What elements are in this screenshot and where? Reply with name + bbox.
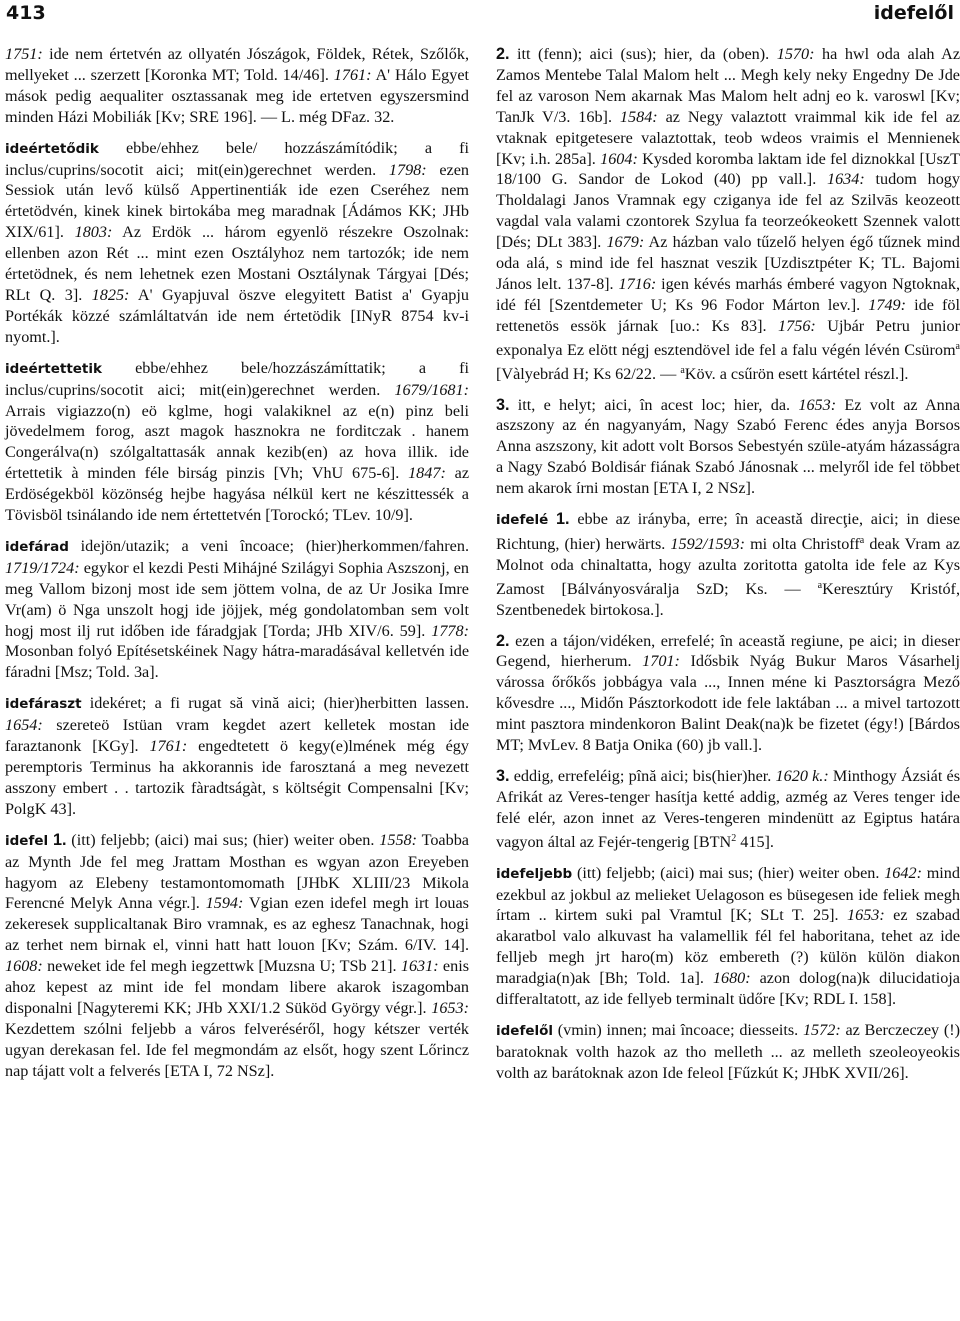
citation-text: Mosonban folyó Epítésetskéinek Nagy hátra-maradásával kelletvén ide fáradni [Msz; Told. 3a].: [5, 642, 469, 682]
citation-text: Minthogy Ázsiát és Afrikát az Veres-tenger hasítja ketté addig, azmég az Veres tenger ide felé elér, azon innet az Veres-tengeren mindenütt az Egiptus határa vagyon által az Fejér-tengerig [BTN: [496, 767, 960, 851]
definition: (itt) feljebb; (aici) mai sus; (hier) weiter oben.: [572, 863, 885, 882]
sense-number: 3.: [496, 395, 510, 414]
running-head: idefelől: [873, 2, 954, 24]
entry-idefele-sense-2: [496, 631, 960, 756]
citation-text: neweket ide fel megh iegzettwk [Muzsna U; TSb 21].: [42, 957, 401, 976]
definition: ezen a tájon/vidéken, errefelé; în aceastǎ regiune, pe aici; in dieser Gegend, hierherum.: [496, 631, 960, 671]
entry-idefel-sense-3: [496, 395, 960, 500]
headword: idefeljebb: [496, 865, 573, 882]
date: 1631:: [400, 957, 439, 976]
definition: itt, e helyt; aici, în acest loc; hier, da.: [509, 395, 799, 414]
page-number: 413: [6, 2, 46, 24]
date: 1847:: [408, 464, 446, 483]
footnote-marker: a: [680, 364, 685, 376]
date: 1719/1724:: [5, 558, 80, 577]
citation-text: engedtetett ö kegy(e)lmének még égy peremptoris Terminus ha akkorannis ide farosztaná a meg nevezett asszony embert . . tartozik fàradtságàt, s költségit Compensalni [Kv; PolgK 43].: [5, 737, 469, 818]
citation-text: Vgian ezen idefel megh irt louas zekeresek supplicaltanak Biro vramnak, es az eghesz Tanachnak, hogi az terhet nem birnak el, vinni hatt hatt louon [Kv; Szám. 6/IV. 14].: [5, 894, 469, 955]
right-column: [496, 44, 960, 1094]
date: 1701:: [642, 652, 680, 671]
definition: ebbe/ehhez bele/ hozzászámítódik; a fi inclus/cuprins/socotit aici; mit(ein)gerechnet werden.: [5, 138, 469, 179]
citation-text: 415].: [736, 832, 774, 851]
date: 1679/1681:: [394, 380, 469, 399]
sense-number: 3.: [496, 767, 510, 785]
left-column: [5, 44, 469, 1092]
date: 1653:: [847, 906, 885, 925]
headword: ideértettetik: [5, 360, 102, 377]
headword: idefárad: [5, 538, 69, 555]
headword: idefelé: [496, 512, 549, 529]
date: 1749:: [868, 295, 907, 314]
definition: ebbe az irányba, erre; în aceastǎ direcţie, aici; in diese Richtung, (hier) herwärts.: [496, 510, 960, 553]
citation-text: Köv. a csűrön esett kártétel részl.].: [684, 364, 909, 383]
entry-idefel-sense-2: [496, 44, 960, 385]
date: 1594:: [205, 894, 244, 913]
entry-idefele-sense-3: [496, 766, 960, 853]
date: 1570:: [776, 45, 815, 63]
entry-idefarad: [5, 536, 469, 683]
citation-text: Kezdettem szólni feljebb a város felveréséről, hogy kétszer verték ugyan derekasan fel. Ide fel megmondám az elsőt, hogy szent Lőrincz nap tájatt volt a felverés [ETA I, 72 NSz].: [5, 1019, 469, 1080]
citation-text: ha hwl oda alah Az Zamos Mentebe Talal Malom helt ... Megh kely neky Engedny De Jde fel az varoson Nem akarnak Mas Malom helt adnj eo k. varoswl [Kv; TanJk V/3. 16b].: [496, 45, 960, 126]
citation-text: ide föl rettenetös essök járnak [uo.: Ks 83].: [496, 295, 960, 335]
headword: ideértetődik: [5, 140, 99, 157]
definition: ebbe/ehhez bele/hozzászámíttatik; a fi inclus/cuprins/socotit aici; mit(ein)gerechnet werden.: [5, 358, 469, 399]
date: 1679:: [606, 233, 645, 252]
date: 1761:: [333, 65, 372, 84]
footnote-marker: a: [955, 340, 960, 352]
citation-text: A' Gyapjuval öszve elegyitett Batist a' Gyapju Portékák közzé számláltatván ide nem értetödik [INyR 8754 kv-i nyomt.].: [5, 285, 469, 346]
entry-idefeljebb: [496, 863, 960, 1010]
date: 1653:: [431, 998, 469, 1017]
citation-text: azon dolog(na)k dilucidatioja differaltatott, az ide fellyeb terminalt üdőre [Kv; RDL I. 158].: [496, 969, 960, 1009]
date: 1558:: [379, 830, 418, 849]
citation-text: az Berczeczey (!) baratoknak volth hazok az tho melleth ... az melleth szeoleoyeokis volth az barátoknak azon Ide feleol [Fűzkút K; JHbK XVII/26].: [496, 1020, 960, 1082]
citation-text: egykor el kezdi Pesti Mihájné Szilágyi Sophia Aszszonj, en meg Vallom bizonj most ide sem jöttem volna, de az Ur Josika Imre Vr(am) ö Nga unszolt hogj ide jöjjek, még gondolatomban sem volt hogj most ilj rut időben ide fáradgjak [Torda; JHb XIV/6. 59].: [5, 558, 469, 640]
citation-text: ezen Sessiok után levő külső Appertinentiák ide ezen Cseréhez nem értetödvén, kinek kinek birtokába meg maradnak [Ádámos KK; JHb XIX/61].: [5, 160, 470, 242]
date: 1620 k.:: [775, 767, 829, 785]
citation-text: ez szabad akaratbol valo alkuvast ha valamellik fél fel haboritana, tehet az ide felljeb megh jrt haro(m) köz embereth (?) külön külön diakon maradgia(n)ak [Bh; Told. 1a].: [496, 906, 960, 988]
citation-text: szereteö Istüan vram kegdet azert kelletek mostan ide faraztanonk [KGy].: [5, 716, 469, 756]
sense-number: 2.: [496, 45, 510, 63]
entry-idefelol: [496, 1020, 960, 1084]
citation-text: tudom hogy Tholdalagi Janos Vramnak egy cziganya ide fel az Szilvās keozeott vagdal vala valami czontorek Szylua fa teorzeókeokett Szennek valott [Dés; DLt 383].: [496, 170, 960, 252]
date: 1778:: [431, 621, 469, 640]
date: 1653:: [798, 395, 837, 414]
footnote-marker: a: [817, 579, 823, 591]
citation-text: ide nem értetvén az ollyatén Jószágok, Földek, Rétek, Szőlők, mellyeket ... szerzett [Koronka MT; Told. 14/46].: [5, 45, 469, 84]
citation-text: A' Hálo Egyet mások pedig aequaliter osztassanak meg ide ertetven egyszersmind minden Házi Mobiliák [Kv; SRE 196]. — L. még DFaz. 32.: [5, 65, 470, 126]
citation-text: Ujbár Petru junior exponalya Ez elött négj esztendövel ide fel a falu végén lévén Csürom: [496, 316, 960, 359]
citation-text: az Negy valaztott vraimmal kik ide fel az vtaknak epitgetesere valaztottak, teob wdeos vraimis el Mennienek [Kv; i.h. 285a].: [496, 107, 960, 168]
citation-text: Idősbik Nyág Bukur Maros Vásarhelj várossa őrőkős jobbágya vala ..., Innen méne ki Pasztorságra Mező kővesdre ..., Midőn Pásztorkodott ide fele laktában ... a mivel tartozott mint pasztora mindenkoron Balint Deak(na)k be fizetet (égy!) [Bárdos MT; MvLev. 8 Batja Onika (60) jb vall.].: [496, 652, 960, 755]
date: 1592/1593:: [670, 534, 746, 553]
date: 1642:: [884, 863, 922, 882]
definition: (vmin) innen; mai încoace; diesseits.: [553, 1020, 803, 1039]
entry-idefaraszt: [5, 693, 469, 819]
citation-text: igen kévés marhás émberé vagyon Ngtoknak, idé fél [Szentdemeter U; Ks 96 Fodor Márton lev.].: [496, 274, 960, 314]
date: 1716:: [618, 274, 657, 293]
citation-text: az Erdöségekböl közönség hejbe hagyása nélkül kert ne készittessék a Tövisböl tsinálando ide nem értettetvén [Torockó; TLev. 10/9].: [5, 464, 470, 525]
date: 1654:: [5, 716, 43, 735]
citation-text: mind ezekbul az jokbul az melieket Uelagoson es büsegesen ide feliek megh írtam .. kirtem suki pal Vramtul [K; SLt T. 25].: [496, 863, 960, 925]
citation-text: Az házban valo tűzelő helyen égő tűznek mind oda alá, s mind ide fel hasznat veszik [Uzdisztpéter K; TL. Bajomi János lelt. 137-8].: [496, 233, 960, 293]
date: 1761:: [149, 737, 188, 756]
entry-ideertettetik: [5, 358, 469, 526]
definition: idekéret; a fi rugat să vină aici; (hier)herbitten lassen.: [81, 694, 469, 713]
headword: idefelől: [496, 1022, 554, 1039]
definition: idejön/utazik; a veni încoace; (hier)herkommen/fahren.: [68, 536, 469, 555]
sense-number: 2.: [496, 631, 510, 650]
date: 1572:: [802, 1020, 841, 1039]
definition: (itt) feljebb; (aici) mai sus; (hier) weiter oben.: [66, 830, 380, 849]
entry-continuation: [5, 44, 469, 128]
date: 1584:: [619, 107, 658, 126]
citation-text: [Vàlyebrád H; Ks 62/22. —: [496, 364, 681, 383]
headword: idefel: [5, 832, 49, 849]
definition: itt (fenn); aici (sus); hier, da (oben).: [509, 45, 777, 63]
headword: idefáraszt: [5, 696, 82, 713]
page-header: [0, 0, 960, 30]
citation-text: Toabba az Mynth Jde fel meg Jrattam Mosthan es wgyan azon Ereyeben hagyom az Elebeny testamontomomath [JHbK XLIII/23 Mikola Ferencné Melyk Anna végr.].: [5, 830, 469, 913]
date: 1604:: [600, 149, 638, 168]
citation-text: Keresztúry Kristóf, Szentbenedek birtokosa.].: [496, 579, 960, 619]
date: 1756:: [778, 316, 816, 335]
citation-text: Az Erdök ... három egyenlö részekre Oszolnak: ellenben azon Rét ... mint ezen Osztályhoz nem tartozók; ide nem értetödnek, és nem lehetnek ezen Mostani Osztálynak Tárgyai [Dés; RLt Q. 3].: [5, 223, 469, 304]
date: 1634:: [826, 170, 865, 189]
citation-text: Ez volt az Anna aszszony az én nagyanyám, Nagy Szabó Ferenc édes anyja Borsos Anna aszszony, kit adott volt Borsos Sebestyén szüle-atyám házasságra a Nagy Szabó Boldisár fiának Szabó Jánosnak ... melyről ide fel többet nem akarok írni mostan [ETA I, 2 NSz].: [496, 395, 960, 498]
entry-ideertetodik: [5, 138, 469, 348]
citation-text: Arrais vigiazzo(n) eö kglme, hogi valakiknel az e(n) pinz beli jövedelmem forog, aszt magok hasznokra ne forditczak . hanem Congerálva(n) szólgaltattasák annak kezib(en) az hova illik. ide értettetik à minden féle birság pinzis [Vh; VhU 675-6].: [5, 401, 469, 483]
entry-idefel: [5, 830, 469, 1082]
citation-text: enis ahoz kepest az mint ide fel mondam libere akarok iszagomban disponalni [Nagyteremi KK; JHb XXI/1.2 Süköd György végr.].: [5, 957, 470, 1017]
date: 1751:: [5, 45, 43, 63]
citation-text: mi olta Christoff: [745, 534, 860, 553]
footnote-marker: a: [859, 534, 865, 546]
date: 1608:: [5, 957, 43, 976]
date: 1825:: [91, 285, 130, 304]
sense-number: 1.: [556, 510, 570, 529]
definition: eddig, errefeléig; pînă aici; bis(hier)her.: [509, 767, 776, 785]
sense-number: 1.: [52, 830, 67, 849]
entry-idefele: [496, 509, 960, 621]
date: 1680:: [712, 969, 751, 988]
citation-text: Kysded koromba laktam ide fel diznokkal [UszT 18/100 G. Sandor de Lokod (40) pp vall.].: [496, 149, 960, 189]
date: 1798:: [388, 160, 427, 179]
footnote-marker: 2: [731, 832, 737, 844]
citation-text: deak Vram az Molnot oda chinaltatta, hogy azulta zoritotta gatolta ide fele az Kys Zamost [Bálványosváralja SzD; Ks. —: [496, 534, 960, 598]
date: 1803:: [74, 223, 113, 242]
